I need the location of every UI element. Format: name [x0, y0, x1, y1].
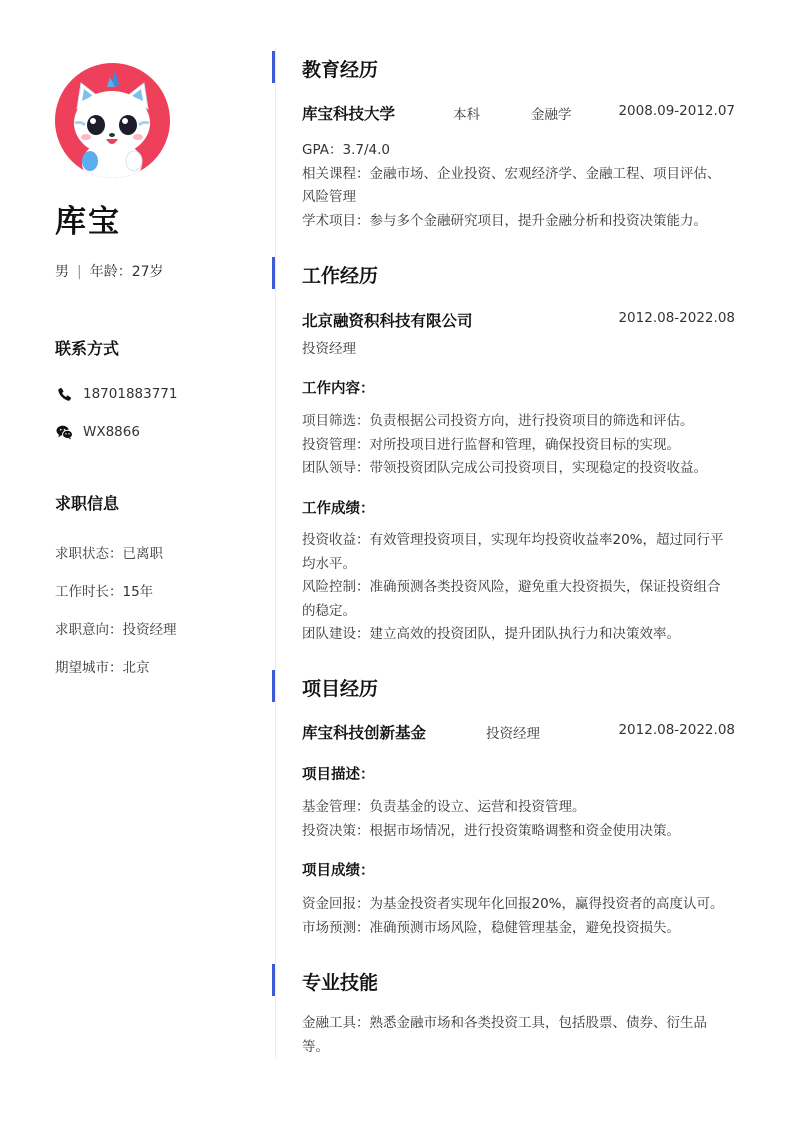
- project-results-title: 项目成绩：: [302, 863, 375, 879]
- work-results: [302, 529, 738, 647]
- contact-wechat: [55, 423, 140, 441]
- expected-city: 期望城市：北京: [55, 660, 150, 676]
- job-intent-title: 求职信息: [55, 494, 120, 513]
- work-content-line: 团队领导：带领投资团队完成公司投资项目，实现稳定的投资收益。: [302, 460, 707, 476]
- education-line: GPA：3.7/4.0: [302, 142, 390, 158]
- job-status: 求职状态：已离职: [55, 546, 163, 562]
- profile-name: 库宝: [55, 204, 121, 240]
- education-school: 库宝科技大学: [302, 105, 396, 123]
- work-results-line: 均水平。: [302, 555, 356, 572]
- job-position: 求职意向：投资经理: [55, 622, 177, 638]
- wechat-icon: [55, 423, 73, 441]
- work-results-line: 投资收益：有效管理投资项目，实现年均投资收益率20%，超过同行平: [302, 532, 724, 548]
- section-accent-bar: [272, 964, 275, 996]
- project-results-line: 资金回报：为基金投资者实现年化回报20%，赢得投资者的高度认可。: [302, 896, 724, 912]
- cat-mascot-icon: [55, 63, 170, 178]
- work-content-title: 工作内容：: [302, 381, 375, 397]
- project-desc: [302, 796, 738, 843]
- skills-line: 金融工具：熟悉金融市场和各类投资工具，包括股票、债券、衍生品: [302, 1015, 707, 1031]
- separator: |: [77, 264, 82, 280]
- work-results-line: 风险控制：准确预测各类投资风险，避免重大投资损失，保证投资组合: [302, 579, 721, 595]
- wechat-id: WX8866: [83, 424, 140, 440]
- project-role: 投资经理: [486, 726, 540, 742]
- work-results-line: 团队建设：建立高效的投资团队，提升团队执行力和决策效率。: [302, 626, 680, 642]
- section-accent-bar: [272, 51, 275, 83]
- work-date: 2012.08-2022.08: [618, 310, 735, 326]
- project-name: 库宝科技创新基金: [302, 724, 427, 742]
- section-accent-bar: [272, 670, 275, 702]
- project-title: 项目经历: [302, 678, 379, 700]
- sidebar: [0, 0, 275, 1121]
- phone-icon: [55, 385, 73, 403]
- work-role: 投资经理: [302, 341, 356, 357]
- project-desc-line: 基金管理：负责基金的设立、运营和投资管理。: [302, 799, 586, 815]
- education-title: 教育经历: [302, 59, 379, 81]
- project-results: [302, 893, 738, 940]
- avatar: [55, 63, 170, 178]
- project-results-line: 市场预测：准确预测市场风险，稳健管理基金，避免投资损失。: [302, 919, 680, 936]
- work-content-line: 投资管理：对所投项目进行监督和管理，确保投资目标的实现。: [302, 436, 680, 453]
- education-line: 学术项目：参与多个金融研究项目，提升金融分析和投资决策能力。: [302, 212, 707, 229]
- section-accent-bar: [272, 257, 275, 289]
- gender: 男: [55, 264, 69, 280]
- skills-details: [302, 1012, 738, 1059]
- work-content: [302, 410, 738, 481]
- education-line: 相关课程：金融市场、企业投资、宏观经济学、金融工程、项目评估、: [302, 165, 721, 182]
- project-desc-line: 投资决策：根据市场情况，进行投资策略调整和资金使用决策。: [302, 822, 680, 839]
- age: 年龄：27岁: [89, 264, 164, 280]
- contact-title: 联系方式: [55, 339, 120, 358]
- work-company: 北京融资积科技有限公司: [302, 312, 473, 330]
- skills-title: 专业技能: [302, 972, 379, 994]
- work-results-title: 工作成绩：: [302, 501, 375, 517]
- work-duration: 工作时长：15年: [55, 584, 154, 600]
- phone-number: 18701883771: [83, 386, 178, 402]
- project-date: 2012.08-2022.08: [618, 722, 735, 738]
- project-desc-title: 项目描述：: [302, 767, 375, 783]
- education-degree: 本科: [453, 107, 480, 123]
- work-title: 工作经历: [302, 265, 379, 287]
- work-results-line: 的稳定。: [302, 602, 356, 619]
- education-details: [302, 139, 738, 233]
- education-line: 风险管理: [302, 189, 356, 205]
- contact-phone: [55, 385, 177, 403]
- education-date: 2008.09-2012.07: [618, 103, 735, 119]
- skills-line: 等。: [302, 1038, 329, 1055]
- education-major: 金融学: [531, 107, 572, 123]
- column-divider: [275, 48, 276, 1058]
- basic-info: [55, 261, 164, 281]
- work-content-line: 项目筛选：负责根据公司投资方向，进行投资项目的筛选和评估。: [302, 413, 694, 429]
